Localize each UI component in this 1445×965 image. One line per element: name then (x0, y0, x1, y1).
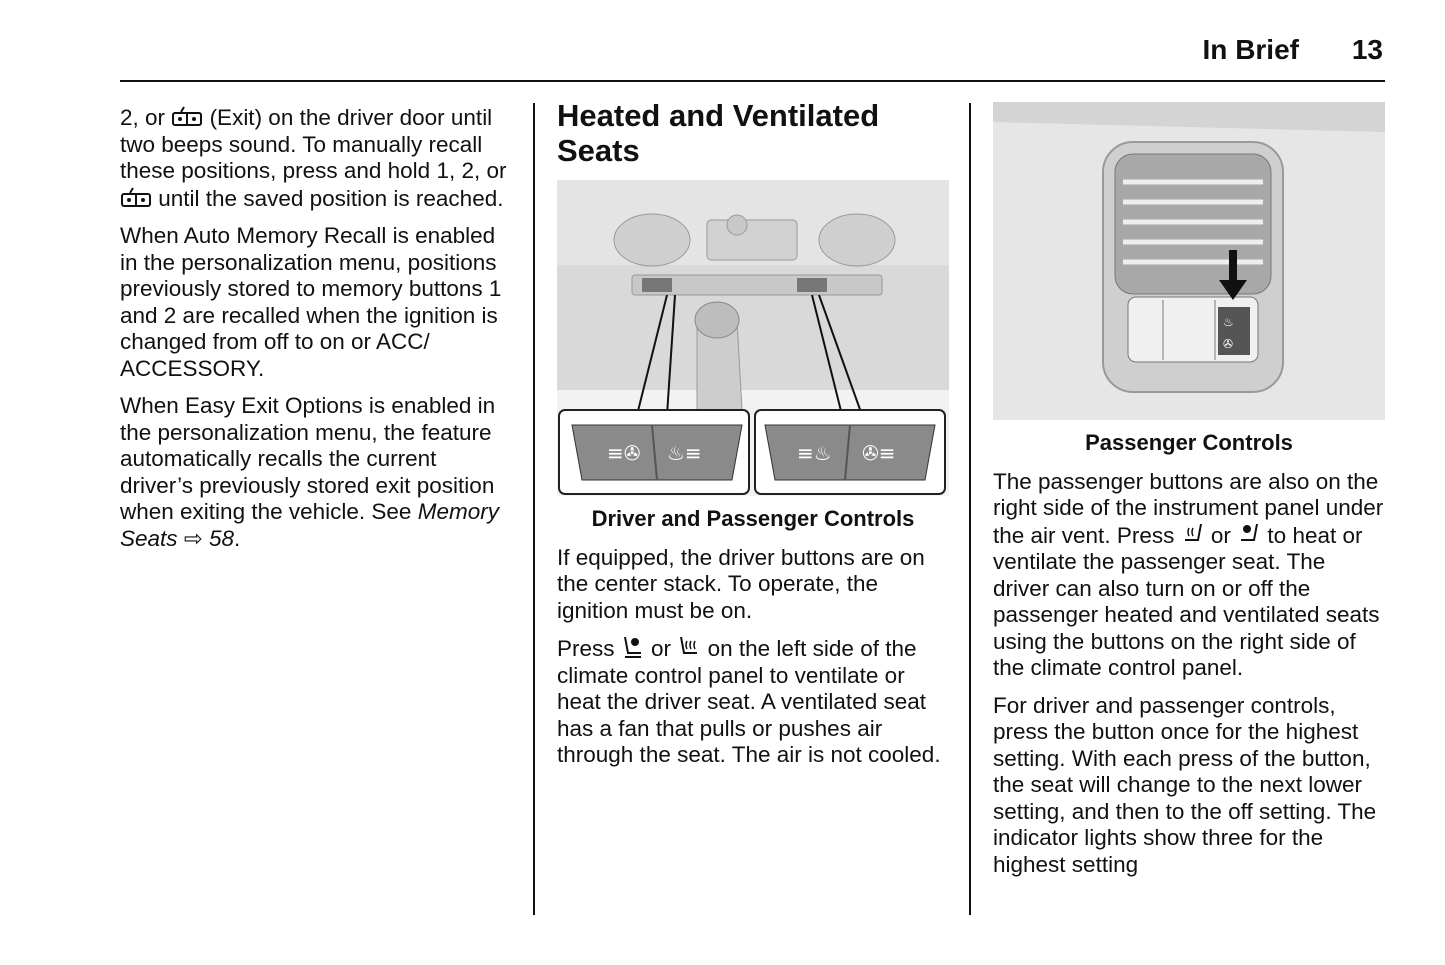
figure-caption-passenger: Passenger Controls (1085, 430, 1293, 455)
paragraph-setting-levels: For driver and passenger controls, press the button once for the highest setting. With each press of the button, the seat will change to the next lower setting, and then to the off setting. The indicator lights show three for the highest setting (993, 692, 1377, 877)
paragraph-driver-buttons: If equipped, the driver buttons are on the center stack. To operate, the ignition must be on. (557, 544, 925, 623)
svg-text:✇: ✇ (1223, 337, 1234, 351)
paragraph-press-driver: Press or on the left side of the climate control panel to ventilate or heat the driver seat. A ventilated seat has a fan that pulls or pushes air through the seat. The air is not cooled. (557, 636, 941, 767)
paragraph-auto-memory: When Auto Memory Recall is enabled in the personalization menu, positions previously stored to memory buttons 1 and 2 are recalled when the ignition is changed from off to on or ACC/ ACCESSORY. (120, 223, 502, 381)
column-divider (533, 103, 535, 915)
heated-seat-icon (1181, 522, 1205, 546)
seat-exit-icon (120, 185, 152, 209)
memory-seats-link[interactable]: Memory Seats (120, 499, 499, 551)
passenger-controls-illustration (993, 102, 1385, 420)
svg-text:≡♨: ≡♨ (797, 441, 832, 465)
figure-caption-driver-passenger: Driver and Passenger Controls (591, 506, 915, 531)
section-heading: Heated and Ventilated Seats (557, 98, 880, 168)
svg-text:♨: ♨ (1223, 315, 1234, 329)
paragraph-easy-exit: When Easy Exit Options is enabled in the personalization menu, the feature automatically recalls the current driver’s previously stored exit position when exiting the vehicle. See Memory Seats ⇨ 58. (120, 393, 499, 551)
column-right (993, 102, 1385, 889)
paragraph-passenger-buttons: The passenger buttons are also on the right side of the instrument panel under the air vent. Press or to heat or ventilate the passenger seat. The driver can also turn on or off the passenger heated and ventilated seats using the buttons on the right side of the climate control panel. (993, 468, 1384, 680)
page-reference-arrow: ⇨ (183, 525, 203, 551)
svg-text:✇≡: ✇≡ (862, 441, 896, 465)
svg-text:♨≡: ♨≡ (667, 441, 702, 465)
heated-seat-icon (677, 635, 701, 659)
section-title: In Brief (1202, 34, 1299, 65)
paragraph-memory-recall: 2, or (Exit) on the driver door until two beeps sound. To manually recall these positions, press and hold 1, 2, or until the saved position is reached. (120, 105, 507, 211)
driver-passenger-controls-illustration (557, 180, 949, 496)
column-left (120, 104, 515, 563)
page-reference-number[interactable]: 58 (208, 525, 234, 551)
ventilated-seat-icon (621, 635, 645, 659)
column-divider (969, 103, 971, 915)
svg-text:≡✇: ≡✇ (607, 441, 641, 465)
column-middle (557, 98, 949, 780)
page-number: 13 (1351, 34, 1383, 65)
page-header (120, 30, 1385, 82)
ventilated-seat-icon (1237, 522, 1261, 546)
seat-exit-icon (171, 104, 203, 128)
